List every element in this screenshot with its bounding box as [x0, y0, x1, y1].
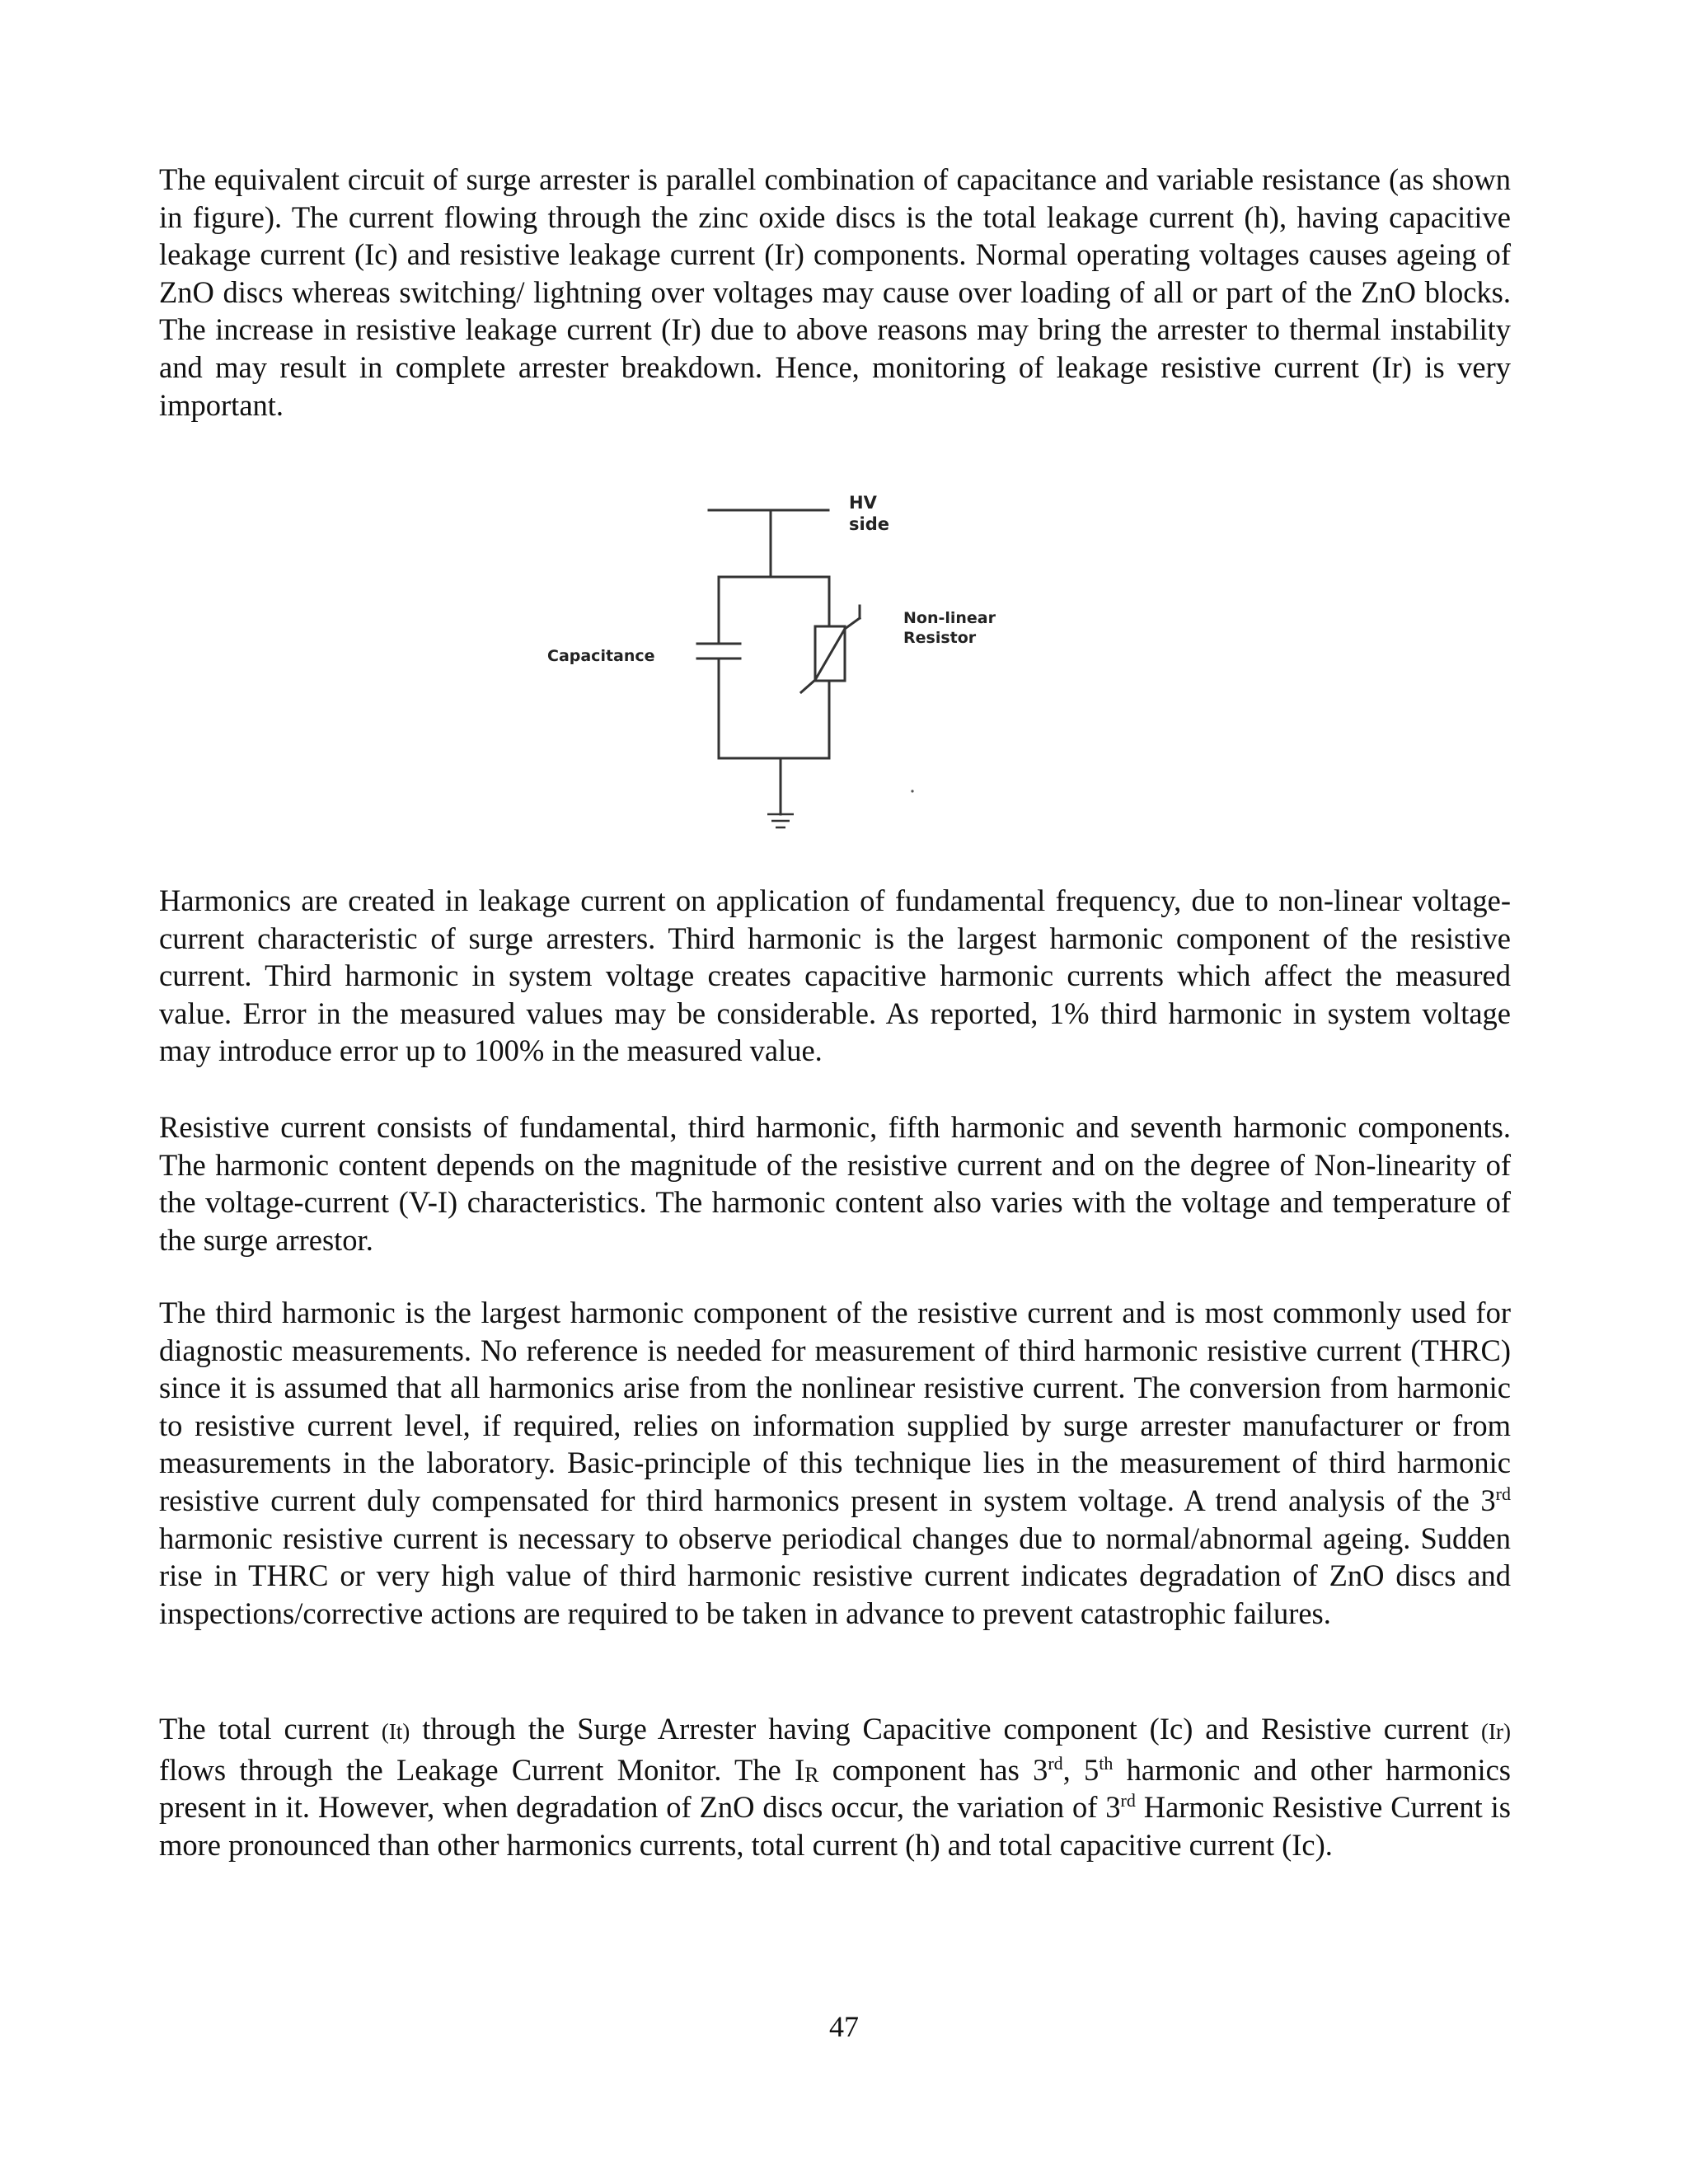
ground-symbol [767, 814, 794, 827]
nonlinear-resistor-label-line2: Resistor [903, 629, 977, 647]
page-number: 47 [829, 2010, 859, 2043]
hv-side-label-line1: HV [849, 493, 877, 513]
circuit-diagram [528, 490, 1055, 857]
paragraph-harmonics: Harmonics are created in leakage current on application of fundamental frequency, due to non-linear voltage-current characteristic of surge arresters. Third harmonic is the largest harmonic component of the resistive current. Third harmonic in system voltage creates capacitive harmonic currents which affect the measured value. Error in the measured values may be considerable. As reported, 1% third harmonic in system voltage may introduce error up to 100% in the measured value. [159, 883, 1511, 1068]
superscript: rd [1495, 1483, 1511, 1504]
capacitance-label: Capacitance [547, 647, 655, 665]
text-run: flows through the Leakage Current Monitor. The I [159, 1752, 805, 1787]
subscript: R [804, 1762, 819, 1787]
superscript: th [1099, 1752, 1114, 1774]
hv-side-label-line2: side [849, 514, 889, 534]
text-run: component has 3 [818, 1752, 1048, 1787]
superscript: rd [1120, 1790, 1136, 1811]
paragraph-resistive-current: Resistive current consists of fundamental, third harmonic, fifth harmonic and seventh harmonic components. The harmonic content depends on the magnitude of the resistive current and on the degree of Non-linearity of the voltage-current (V-I) characteristics. The harmonic content also varies with the voltage and temperature of the surge arrestor. [159, 1110, 1511, 1257]
text-run: The third harmonic is the largest harmonic component of the resistive current and is most commonly used for diagnostic measurements. No reference is needed for measurement of third harmonic resistive current (THRC) since it is assumed that all harmonics arise from the nonlinear resistive current. The conversion from harmonic to resistive current level, if required, relies on information supplied by surge arrester manufacturer or from measurements in the laboratory. Basic-principle of this technique lies in the measurement of third harmonic resistive current duly compensated for third harmonics present in system voltage. A trend analysis of the 3 [159, 1296, 1511, 1517]
paragraph-total-current [159, 1710, 1511, 1863]
paragraph-equivalent-circuit: The equivalent circuit of surge arrester is parallel combination of capacitance and variable resistance (as shown in figure). The current flowing through the zinc oxide discs is the total leakage current (h), having capacitive leakage current (Ic) and resistive leakage current (Ir) components. Normal operating voltages causes ageing of ZnO discs whereas switching/ lightning over voltages may cause over loading of all or part of the ZnO blocks. The increase in resistive leakage current (Ir) due to above reasons may bring the arrester to thermal instability and may result in complete arrester breakdown. Hence, monitoring of leakage resistive current (Ir) is very important. [159, 162, 1511, 422]
text-run: harmonic resistive current is necessary to observe periodical changes due to normal/abnormal ageing. Sudden rise in THRC or very high value of third harmonic resistive current indicates degradation of ZnO discs and inspections/corrective actions are required to be taken in advance to prevent catastrophic failures. [159, 1521, 1511, 1630]
text-run: through the Surge Arrester having Capacitive component (Ic) and Resistive current [410, 1712, 1482, 1746]
small-text-run: (It) [381, 1719, 410, 1744]
nonlinear-resistor-label-line1: Non-linear [903, 609, 996, 627]
superscript: rd [1048, 1752, 1063, 1774]
text-run: Harmonic Resistive Current is more pronounced than other harmonics currents, total current (h) and total capacitive current (Ic). [159, 1790, 1511, 1862]
text-run: harmonic and other harmonics present in it. However, when degradation of ZnO discs occur, the variation of 3 [159, 1752, 1512, 1825]
small-text-run: (Ir) [1481, 1719, 1511, 1744]
paragraph-third-harmonic [159, 1294, 1511, 1632]
stray-dot [911, 790, 913, 792]
equivalent-circuit-figure [528, 490, 1055, 857]
text-run: , 5 [1062, 1752, 1100, 1787]
text-run: The total current [159, 1712, 382, 1746]
